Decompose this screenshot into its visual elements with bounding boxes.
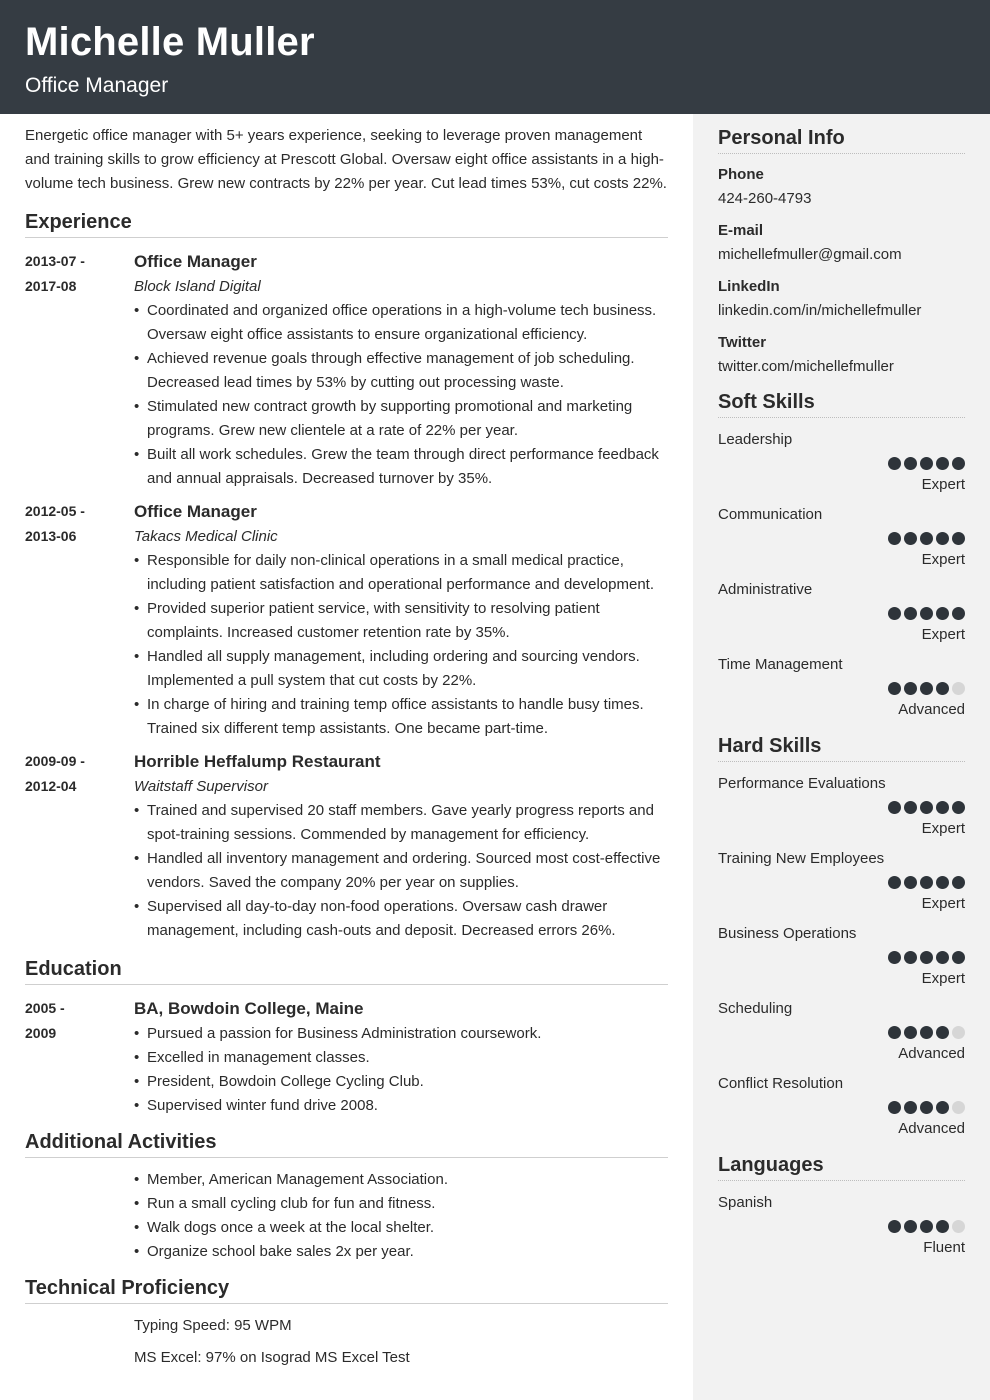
entry-dates xyxy=(25,996,125,1046)
candidate-name: Michelle Muller xyxy=(25,20,315,64)
skill-rating xyxy=(718,1021,965,1043)
skill-item xyxy=(718,653,965,721)
entry-bullets xyxy=(134,299,668,491)
resume-header xyxy=(0,0,990,114)
experience-entry xyxy=(25,249,668,491)
rating-dot-filled xyxy=(920,682,933,695)
date-start: 2013-07 - xyxy=(25,253,85,269)
skill-name: Performance Evaluations xyxy=(718,775,886,792)
rating-dot-filled xyxy=(936,532,949,545)
bullet-item: • Trained and supervised 20 staff members. Gave yearly progress reports and spot-training sessions. Commended by management for efficiency. xyxy=(134,799,668,847)
education-entry xyxy=(25,996,668,1118)
activities-bullets xyxy=(134,1168,668,1264)
phone-value: 424-260-4793 xyxy=(718,190,812,207)
soft-skills-heading: Soft Skills xyxy=(718,391,965,418)
hard-skills-heading: Hard Skills xyxy=(718,735,965,762)
bullet-item: • Coordinated and organized office operations in a high-volume tech business. Oversaw eight office assistants to ensure organizational efficiency. xyxy=(134,299,668,347)
date-end: 2013-06 xyxy=(25,528,77,544)
technical-list xyxy=(25,1310,668,1374)
rating-dot-filled xyxy=(888,1026,901,1039)
rating-dot-filled xyxy=(920,1026,933,1039)
skill-rating xyxy=(718,946,965,968)
skill-name: Leadership xyxy=(718,431,793,448)
rating-dot-filled xyxy=(936,1220,949,1233)
rating-dot-filled xyxy=(952,876,965,889)
email-label: E-mail xyxy=(718,222,764,239)
bullet-item: • Handled all supply management, including ordering and sourcing vendors. Implemented a pull system that cut costs by 22%. xyxy=(134,645,668,693)
experience-entry xyxy=(25,499,668,741)
technical-item: MS Excel: 97% on Isograd MS Excel Test xyxy=(134,1349,410,1366)
bullet-item: • Pursued a passion for Business Administration coursework. xyxy=(134,1022,668,1046)
skill-level: Expert xyxy=(921,895,965,912)
bullet-item: • Run a small cycling club for fun and fitness. xyxy=(134,1192,668,1216)
date-end: 2009 xyxy=(25,1025,57,1041)
bullet-item: • Member, American Management Association. xyxy=(134,1168,668,1192)
summary-text: Energetic office manager with 5+ years experience, seeking to leverage proven management and training skills to grow efficiency at Prescott Global. Oversaw eight office assistants in a high-volume tech business. Grew new contracts by 22% per year. Cut lead times 53%, cut costs 22%. xyxy=(25,127,667,192)
skill-level: Expert xyxy=(921,476,965,493)
twitter-label: Twitter xyxy=(718,334,767,351)
skill-item xyxy=(718,503,965,571)
linkedin-label: LinkedIn xyxy=(718,278,780,295)
skill-item xyxy=(718,1072,965,1140)
date-start: 2005 - xyxy=(25,1000,65,1016)
skill-name: Time Management xyxy=(718,656,843,673)
rating-dot-filled xyxy=(904,682,917,695)
bullet-item: • Supervised winter fund drive 2008. xyxy=(134,1094,668,1118)
rating-dot-filled xyxy=(888,457,901,470)
skill-level: Advanced xyxy=(898,1045,965,1062)
rating-dot-filled xyxy=(904,532,917,545)
linkedin-value: linkedin.com/in/michellefmuller xyxy=(718,302,922,319)
bullet-item: • Responsible for daily non-clinical operations in a small medical practice, including patient satisfaction and operational performance and development. xyxy=(134,549,668,597)
rating-dot-filled xyxy=(904,607,917,620)
skill-item xyxy=(718,847,965,915)
rating-dot-filled xyxy=(920,457,933,470)
bullet-item: • President, Bowdoin College Cycling Club. xyxy=(134,1070,668,1094)
date-start: 2012-05 - xyxy=(25,503,85,519)
rating-dot-filled xyxy=(920,1220,933,1233)
rating-dot-filled xyxy=(936,1026,949,1039)
rating-dot-filled xyxy=(888,951,901,964)
skill-item xyxy=(718,997,965,1065)
languages-heading: Languages xyxy=(718,1154,965,1181)
entry-subtitle: Takacs Medical Clinic xyxy=(134,528,278,545)
skill-name: Communication xyxy=(718,506,823,523)
entry-subtitle: Waitstaff Supervisor xyxy=(134,778,268,795)
email-value: michellefmuller@gmail.com xyxy=(718,246,902,263)
skill-rating xyxy=(718,677,965,699)
skill-name: Business Operations xyxy=(718,925,857,942)
rating-dot-empty xyxy=(952,1220,965,1233)
twitter-value: twitter.com/michellefmuller xyxy=(718,358,894,375)
skill-level: Advanced xyxy=(898,1120,965,1137)
skill-item xyxy=(718,922,965,990)
skill-level: Expert xyxy=(921,820,965,837)
experience-entry xyxy=(25,749,668,943)
rating-dot-filled xyxy=(936,801,949,814)
rating-dot-filled xyxy=(936,607,949,620)
rating-dot-filled xyxy=(936,1101,949,1114)
rating-dot-filled xyxy=(888,682,901,695)
bullet-item: • Organize school bake sales 2x per year. xyxy=(134,1240,668,1264)
rating-dot-filled xyxy=(888,876,901,889)
entry-title: BA, Bowdoin College, Maine xyxy=(134,999,364,1018)
entry-dates xyxy=(25,749,125,799)
skill-rating xyxy=(718,871,965,893)
rating-dot-filled xyxy=(888,801,901,814)
hard-skills-list xyxy=(718,772,965,1140)
phone-label: Phone xyxy=(718,166,764,183)
rating-dot-filled xyxy=(936,876,949,889)
bullet-item: • Excelled in management classes. xyxy=(134,1046,668,1070)
bullet-item: • Walk dogs once a week at the local shelter. xyxy=(134,1216,668,1240)
entry-bullets xyxy=(134,549,668,741)
candidate-title: Office Manager xyxy=(25,74,169,97)
bullet-item: • Provided superior patient service, with sensitivity to resolving patient complaints. Increased customer retention rate by 35%. xyxy=(134,597,668,645)
soft-skills-list xyxy=(718,428,965,721)
date-start: 2009-09 - xyxy=(25,753,85,769)
main-column xyxy=(25,124,668,1374)
bullet-item: • Supervised all day-to-day non-food operations. Oversaw cash drawer management, including cash-outs and deposit. Decreased errors 26%. xyxy=(134,895,668,943)
rating-dot-filled xyxy=(936,457,949,470)
bullet-item: • Built all work schedules. Grew the team through direct performance feedback and annual appraisals. Decreased turnover by 35%. xyxy=(134,443,668,491)
rating-dot-filled xyxy=(888,1220,901,1233)
skill-rating xyxy=(718,527,965,549)
language-item xyxy=(718,1191,965,1259)
language-name: Spanish xyxy=(718,1194,773,1211)
rating-dot-filled xyxy=(952,801,965,814)
skill-item xyxy=(718,428,965,496)
sidebar-column xyxy=(718,127,965,1266)
skill-item xyxy=(718,578,965,646)
rating-dot-filled xyxy=(920,1101,933,1114)
date-end: 2012-04 xyxy=(25,778,77,794)
entry-bullets xyxy=(134,1022,668,1118)
rating-dot-filled xyxy=(936,682,949,695)
skill-level: Expert xyxy=(921,970,965,987)
entry-title: Office Manager xyxy=(134,252,257,271)
skill-name: Training New Employees xyxy=(718,850,885,867)
technical-heading: Technical Proficiency xyxy=(25,1277,668,1304)
entry-subtitle: Block Island Digital xyxy=(134,278,261,295)
rating-dot-filled xyxy=(904,876,917,889)
technical-item: Typing Speed: 95 WPM xyxy=(134,1317,292,1334)
entry-title: Office Manager xyxy=(134,502,257,521)
rating-dot-filled xyxy=(920,801,933,814)
rating-dot-empty xyxy=(952,1026,965,1039)
bullet-item: • Handled all inventory management and ordering. Sourced most cost-effective vendors. Saved the company 20% per year on supplies. xyxy=(134,847,668,895)
rating-dot-filled xyxy=(904,1220,917,1233)
activities-heading: Additional Activities xyxy=(25,1131,668,1158)
rating-dot-filled xyxy=(904,457,917,470)
bullet-item: • In charge of hiring and training temp office assistants to handle busy times. Trained six different temp assistants. One became part-time. xyxy=(134,693,668,741)
skill-rating xyxy=(718,602,965,624)
skill-level: Expert xyxy=(921,551,965,568)
experience-heading: Experience xyxy=(25,211,668,238)
personal-info-heading: Personal Info xyxy=(718,127,965,154)
entry-dates xyxy=(25,249,125,299)
entry-dates xyxy=(25,499,125,549)
language-rating xyxy=(718,1215,965,1237)
rating-dot-filled xyxy=(888,532,901,545)
skill-name: Conflict Resolution xyxy=(718,1075,844,1092)
rating-dot-filled xyxy=(920,876,933,889)
entry-bullets xyxy=(134,799,668,943)
skill-rating xyxy=(718,452,965,474)
skill-level: Advanced xyxy=(898,701,965,718)
date-end: 2017-08 xyxy=(25,278,77,294)
rating-dot-empty xyxy=(952,682,965,695)
activities-entry xyxy=(25,1168,668,1264)
rating-dot-filled xyxy=(904,1101,917,1114)
rating-dot-empty xyxy=(952,1101,965,1114)
rating-dot-filled xyxy=(904,951,917,964)
rating-dot-filled xyxy=(952,457,965,470)
bullet-item: • Achieved revenue goals through effective management of job scheduling. Decreased lead times by 53% by cutting out processing waste. xyxy=(134,347,668,395)
rating-dot-filled xyxy=(920,532,933,545)
skill-item xyxy=(718,772,965,840)
rating-dot-filled xyxy=(952,607,965,620)
language-level: Fluent xyxy=(923,1239,965,1256)
rating-dot-filled xyxy=(936,951,949,964)
rating-dot-filled xyxy=(888,1101,901,1114)
rating-dot-filled xyxy=(952,951,965,964)
skill-name: Scheduling xyxy=(718,1000,793,1017)
skill-name: Administrative xyxy=(718,581,813,598)
rating-dot-filled xyxy=(888,607,901,620)
rating-dot-filled xyxy=(904,801,917,814)
languages-list xyxy=(718,1191,965,1259)
personal-info-list xyxy=(718,163,965,379)
rating-dot-filled xyxy=(920,951,933,964)
education-heading: Education xyxy=(25,958,668,985)
skill-rating xyxy=(718,796,965,818)
rating-dot-filled xyxy=(920,607,933,620)
skill-level: Expert xyxy=(921,626,965,643)
bullet-item: • Stimulated new contract growth by supporting promotional and marketing programs. Grew new clientele at a rate of 22% per year. xyxy=(134,395,668,443)
skill-rating xyxy=(718,1096,965,1118)
rating-dot-filled xyxy=(904,1026,917,1039)
rating-dot-filled xyxy=(952,532,965,545)
entry-title: Horrible Heffalump Restaurant xyxy=(134,752,381,771)
